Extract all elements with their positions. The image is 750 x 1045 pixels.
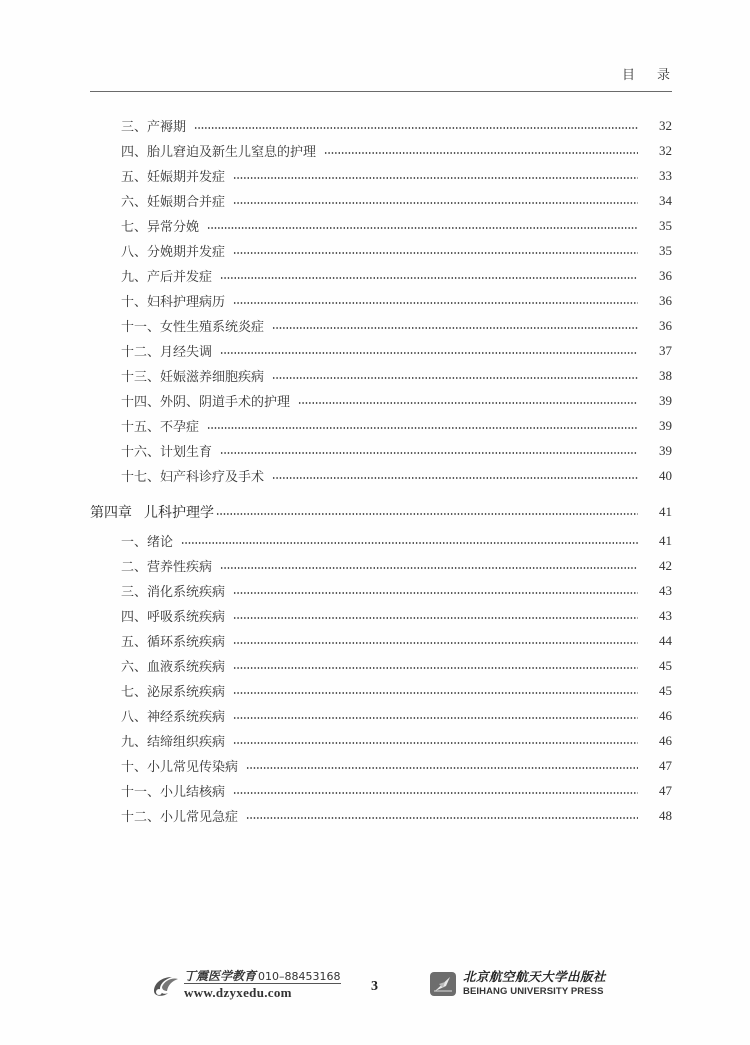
toc-entry[interactable] [90, 678, 672, 703]
dot-leader [233, 592, 638, 594]
brand-name: 丁震医学教育 [184, 969, 257, 983]
toc-chapter-entry[interactable] [90, 498, 672, 525]
toc-entry[interactable] [90, 413, 672, 438]
dot-leader [233, 617, 638, 619]
toc-page-number: 43 [659, 607, 672, 623]
toc-entry-label: 十二、小儿常见急症 [121, 810, 239, 825]
toc-entry-label: 六、血液系统疾病 [121, 660, 226, 675]
brand-phone: 010–88453168 [258, 970, 341, 983]
dot-leader [233, 742, 638, 744]
toc-entry[interactable] [90, 463, 672, 488]
toc-page-number: 46 [659, 732, 672, 748]
toc-page-number: 35 [659, 217, 672, 233]
toc-section-pediatrics [90, 528, 672, 828]
toc-page-number: 39 [659, 442, 672, 458]
toc-page-number: 41 [659, 503, 672, 519]
dot-leader [233, 792, 638, 794]
toc-entry[interactable] [90, 528, 672, 553]
toc-entry-label: 一、绪论 [121, 535, 174, 550]
toc-entry[interactable] [90, 778, 672, 803]
dot-leader [233, 717, 638, 719]
toc-entry-label: 五、循环系统疾病 [121, 635, 226, 650]
page-footer [0, 965, 750, 1010]
toc-entry-label: 十一、小儿结核病 [121, 785, 226, 800]
toc-entry[interactable] [90, 553, 672, 578]
brand-name-line [184, 970, 341, 984]
dz-swirl-logo-icon [150, 971, 180, 999]
toc-entry[interactable] [90, 113, 672, 138]
toc-page-number: 45 [659, 682, 672, 698]
dot-leader [272, 327, 638, 329]
toc-page-number: 37 [659, 342, 672, 358]
toc-page-number: 44 [659, 632, 672, 648]
toc-page-number: 40 [659, 467, 672, 483]
toc-entry-label: 三、产褥期 [121, 120, 187, 135]
dot-leader [233, 202, 638, 204]
toc-entry[interactable] [90, 263, 672, 288]
dot-leader [220, 352, 638, 354]
toc-entry-label: 十七、妇产科诊疗及手术 [121, 470, 265, 485]
toc-page-number: 43 [659, 582, 672, 598]
publisher-right-brand [430, 971, 606, 996]
toc-page-number: 38 [659, 367, 672, 383]
dot-leader [207, 227, 638, 229]
toc-entry[interactable] [90, 603, 672, 628]
toc-entry-label: 八、神经系统疾病 [121, 710, 226, 725]
toc-page-number: 36 [659, 292, 672, 308]
dot-leader [272, 477, 638, 479]
toc-entry[interactable] [90, 163, 672, 188]
toc-entry-label: 十一、女性生殖系统炎症 [121, 320, 265, 335]
beihang-press-logo-icon [430, 972, 456, 996]
toc-page-number: 47 [659, 757, 672, 773]
dot-leader [220, 277, 638, 279]
toc-entry[interactable] [90, 388, 672, 413]
dot-leader [194, 127, 638, 129]
toc-entry[interactable] [90, 213, 672, 238]
toc-entry[interactable] [90, 313, 672, 338]
dot-leader [233, 177, 638, 179]
toc-entry[interactable] [90, 803, 672, 828]
dot-leader [298, 402, 638, 404]
running-header-title: 目录 [621, 68, 692, 83]
toc-entry[interactable] [90, 653, 672, 678]
chapter-number: 第四章 [90, 504, 132, 521]
toc-page-number: 36 [659, 317, 672, 333]
toc-entry[interactable] [90, 753, 672, 778]
publisher-name-cn: 北京航空航天大学出版社 [463, 969, 607, 984]
dot-leader [181, 542, 638, 544]
toc-entry[interactable] [90, 363, 672, 388]
toc-page-number: 45 [659, 657, 672, 673]
toc-page-number: 46 [659, 707, 672, 723]
running-header [90, 62, 692, 92]
dot-leader [246, 817, 638, 819]
dot-leader [233, 692, 638, 694]
toc-entry[interactable] [90, 288, 672, 313]
table-of-contents [90, 113, 672, 828]
toc-entry-label: 三、消化系统疾病 [121, 585, 226, 600]
toc-entry-label: 四、呼吸系统疾病 [121, 610, 226, 625]
toc-page-number: 34 [659, 192, 672, 208]
toc-entry[interactable] [90, 703, 672, 728]
dot-leader [324, 152, 638, 154]
toc-entry-label: 八、分娩期并发症 [121, 245, 226, 260]
dot-leader [233, 252, 638, 254]
dot-leader [233, 642, 638, 644]
toc-entry[interactable] [90, 728, 672, 753]
toc-page-number: 42 [659, 557, 672, 573]
toc-entry[interactable] [90, 138, 672, 163]
toc-page-number: 41 [659, 532, 672, 548]
toc-page-number: 35 [659, 242, 672, 258]
dot-leader [233, 667, 638, 669]
toc-entry-label: 九、产后并发症 [121, 270, 213, 285]
toc-entry[interactable] [90, 188, 672, 213]
page-number: 3 [371, 979, 378, 994]
toc-entry-label: 五、妊娠期并发症 [121, 170, 226, 185]
toc-entry[interactable] [90, 238, 672, 263]
toc-entry-label: 十三、妊娠滋养细胞疾病 [121, 370, 265, 385]
toc-page-number: 39 [659, 417, 672, 433]
toc-entry-label: 七、异常分娩 [121, 220, 200, 235]
toc-page-number: 33 [659, 167, 672, 183]
toc-entry-label: 六、妊娠期合并症 [121, 195, 226, 210]
publisher-left-brand [150, 970, 341, 999]
toc-page-number: 36 [659, 267, 672, 283]
toc-entry-label: 十六、计划生育 [121, 445, 213, 460]
toc-chapter-label [90, 502, 216, 522]
dot-leader [220, 567, 638, 569]
toc-entry-label: 四、胎儿窘迫及新生儿窒息的护理 [121, 145, 317, 160]
dot-leader [220, 452, 638, 454]
dot-leader [246, 767, 638, 769]
toc-page-number: 32 [659, 142, 672, 158]
toc-entry[interactable] [90, 338, 672, 363]
dot-leader [233, 302, 638, 304]
toc-entry-label: 七、泌尿系统疾病 [121, 685, 226, 700]
toc-entry-label: 十五、不孕症 [121, 420, 200, 435]
toc-entry[interactable] [90, 628, 672, 653]
toc-page-number: 47 [659, 782, 672, 798]
toc-entry-label: 九、结缔组织疾病 [121, 735, 226, 750]
chapter-title: 儿科护理学 [144, 504, 214, 521]
toc-entry[interactable] [90, 438, 672, 463]
dot-leader [207, 427, 638, 429]
brand-url[interactable]: www.dzyxedu.com [184, 985, 292, 1000]
toc-entry[interactable] [90, 578, 672, 603]
toc-entry-label: 十四、外阴、阴道手术的护理 [121, 395, 291, 410]
toc-entry-label: 十二、月经失调 [121, 345, 213, 360]
publisher-name-en: BEIHANG UNIVERSITY PRESS [463, 985, 604, 997]
toc-page-number: 39 [659, 392, 672, 408]
toc-entry-label: 十、妇科护理病历 [121, 295, 226, 310]
toc-entry-label: 二、营养性疾病 [121, 560, 213, 575]
toc-entry-label: 十、小儿常见传染病 [121, 760, 239, 775]
toc-section-obstetrics [90, 113, 672, 488]
dot-leader [216, 513, 638, 515]
toc-page-number: 48 [659, 807, 672, 823]
dot-leader [272, 377, 638, 379]
toc-page-number: 32 [659, 117, 672, 133]
